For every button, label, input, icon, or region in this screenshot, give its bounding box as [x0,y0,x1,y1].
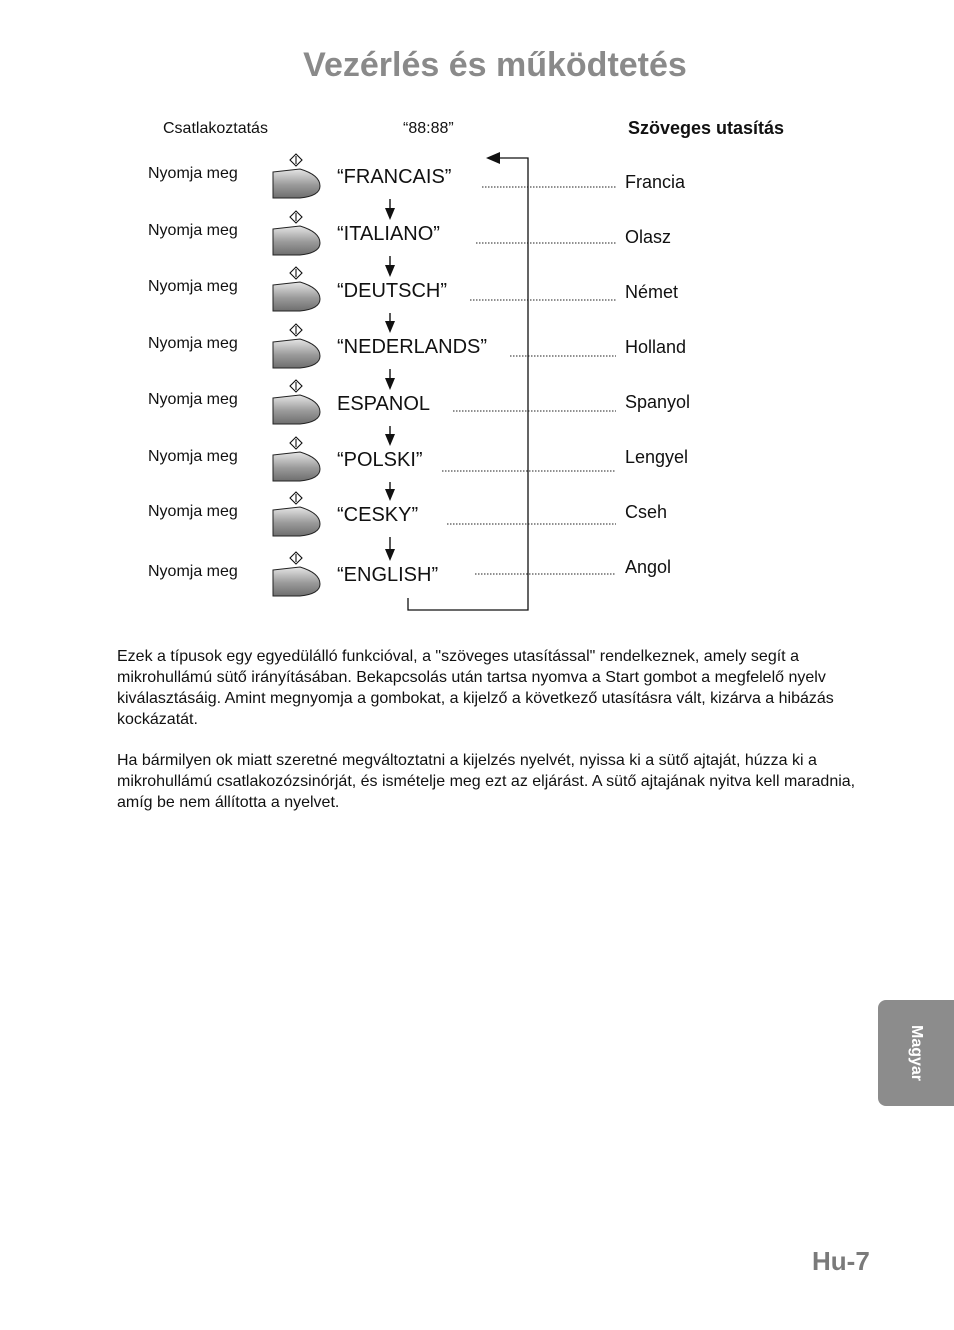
start-button-icon [270,323,322,369]
connector-lines [442,187,616,574]
press-label: Nyomja meg [148,335,238,352]
header-text-instruction: Szöveges utasítás [628,118,785,138]
press-label: Nyomja meg [148,391,238,408]
start-button-icon [270,379,322,425]
start-button-icon [270,436,322,482]
paragraph-1: Ezek a típusok egy egyedülálló funkcióval, a "szöveges utasítással" rendelkeznek, amely segít a mikrohullámú sütő irányításában. Bekapcsolás után tartsa nyomva a Start gombot a megfelelő nyelv kiválasztásáig. Amint megnyomja a gombokat, a kijelző a következő utasításra vált, kizárva a hibázás kockázatát. [117,648,834,728]
down-arrow [385,369,395,390]
language-name: Spanyol [625,392,691,412]
start-button-icon [270,266,322,312]
press-label: Nyomja meg [148,278,238,295]
press-label: Nyomja meg [148,448,238,465]
language-name: Holland [625,337,687,357]
start-button-icon [270,491,322,537]
display-text: “NEDERLANDS” [337,336,488,358]
down-arrow [385,426,395,446]
language-selection-diagram [0,0,954,640]
language-name: Német [625,282,679,302]
display-text: “ITALIANO” [337,223,440,245]
start-button-icon [270,153,322,199]
paragraph-2: Ha bármilyen ok miatt szeretné megváltoztatni a kijelzés nyelvét, nyissa ki a sütő ajtaját, húzza ki a mikrohullámú csatlakozózsinórját, és ismételje meg ezt az eljárást. A sütő ajtajának nyitva kell maradnia, amíg be nem állította a nyelvet. [117,752,856,811]
display-text: “DEUTSCH” [337,280,447,302]
press-label: Nyomja meg [148,165,238,182]
down-arrow [385,256,395,277]
header-connect: Csatlakoztatás [163,120,268,137]
header-display: “88:88” [403,120,454,137]
language-name: Francia [625,172,686,192]
side-tab-label: Magyar [908,1024,925,1082]
start-button-icon [270,551,322,597]
page-number: Hu-7 [812,1246,870,1276]
display-text: “ENGLISH” [337,564,439,586]
language-name: Cseh [625,502,668,522]
down-arrow [385,313,395,333]
press-label: Nyomja meg [148,503,238,520]
down-arrow [385,199,395,220]
display-text: “POLSKI” [337,449,423,471]
display-text: “FRANCAIS” [337,166,452,188]
language-name: Olasz [625,227,672,247]
down-arrow [385,482,395,501]
language-name: Lengyel [625,447,689,467]
display-text: “CESKY” [337,504,419,526]
page-title: Vezérlés és működtetés [303,46,687,84]
press-label: Nyomja meg [148,222,238,239]
language-name: Angol [625,557,672,577]
down-arrow [385,537,395,561]
press-label: Nyomja meg [148,563,238,580]
loop-back-arrow [408,152,528,610]
start-button-icon [270,210,322,256]
display-text: ESPANOL [337,393,430,415]
language-side-tab [878,1000,954,1106]
